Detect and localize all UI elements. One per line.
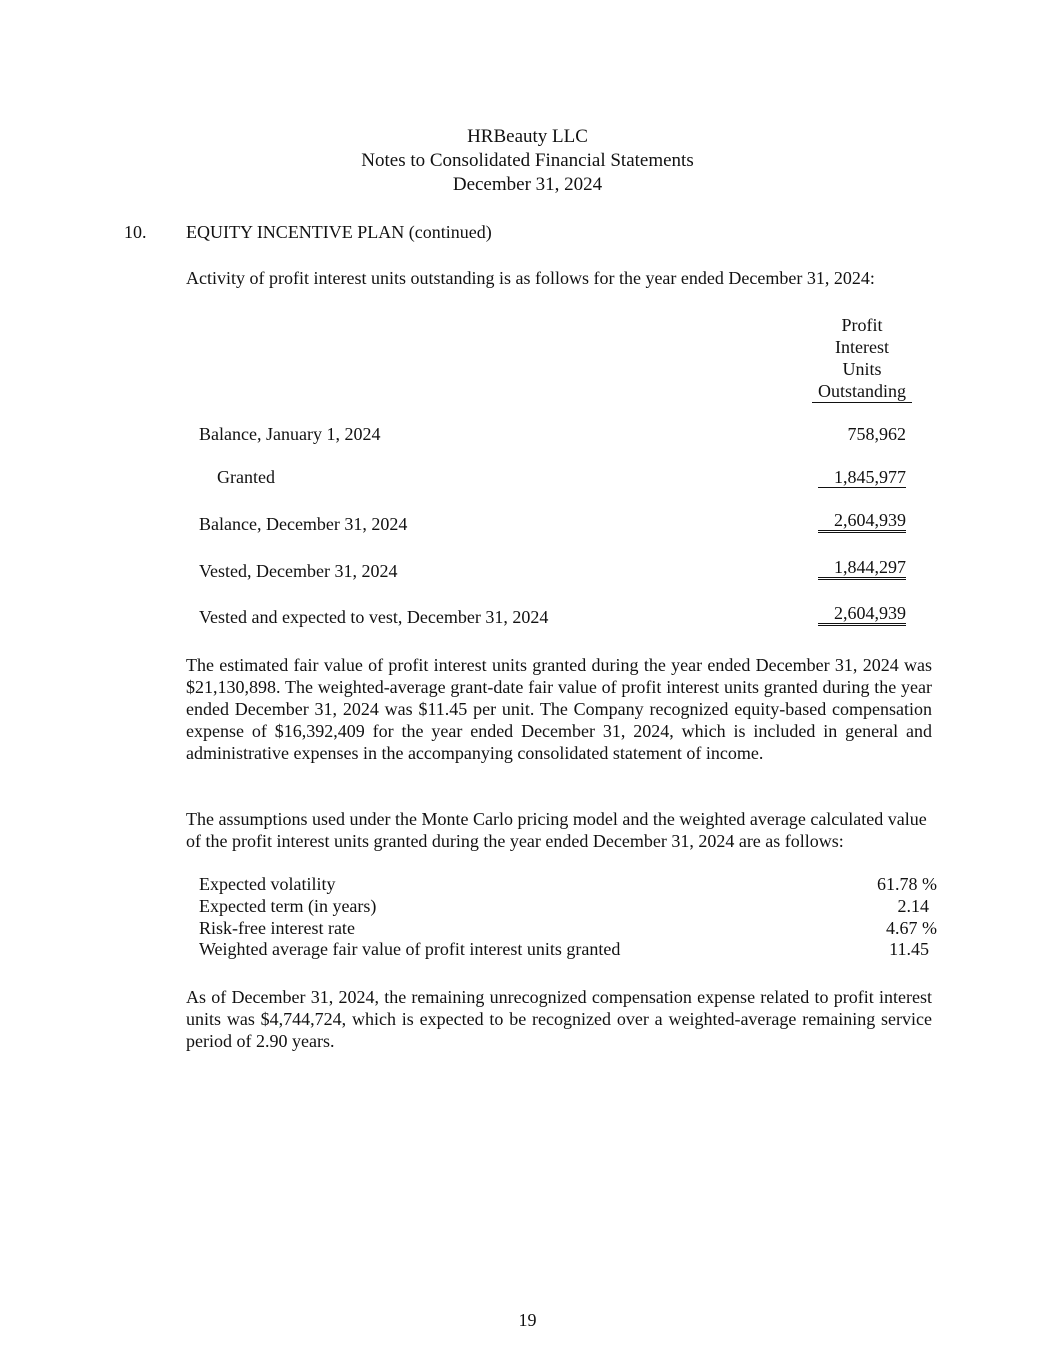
paragraph-unrecognized: As of December 31, 2024, the remaining unrecognized compensation expense related to profit interest units was $4,744,724, which is expected to be recognized over a weighted-average remaining service period of 2.90 years. [186,987,932,1051]
activity-intro: Activity of profit interest units outstanding is as follows for the year ended December 31, 2024: [186,268,875,288]
column-header-line: Units [842,359,882,379]
column-header-line: Interest [835,337,889,357]
paragraph-assumptions: The assumptions used under the Monte Carlo pricing model and the weighted average calculated value of the profit interest units granted during the year ended December 31, 2024 are as follows: [186,809,927,851]
value: 2,604,939 [818,510,906,533]
assumption-label-volatility: Expected volatility [199,874,336,894]
row-value-granted [812,467,906,488]
value: 1,844,297 [818,557,906,580]
page-number: 19 [518,1310,537,1330]
company-name: HRBeauty LLC [467,126,588,147]
row-value-balance-dec [812,510,906,531]
column-header [812,314,912,403]
assumption-label-term: Expected term (in years) [199,896,377,916]
row-label-vested: Vested, December 31, 2024 [199,561,398,581]
assumption-value-fair-value: 11.45 [889,939,929,959]
document-title: Notes to Consolidated Financial Statements [361,150,694,171]
value: 758,962 [847,424,906,444]
row-value-balance-jan [812,424,906,445]
statement-date: December 31, 2024 [452,174,603,195]
assumption-value-term: 2.14 [897,896,929,916]
assumption-value-risk-free: 4.67 % [886,918,937,938]
assumption-value-volatility: 61.78 % [877,874,937,894]
section-number: 10. [124,222,147,242]
value: 1,845,977 [818,467,906,488]
row-value-vested [812,557,906,578]
row-label-balance-dec: Balance, December 31, 2024 [199,514,408,534]
assumption-label-fair-value: Weighted average fair value of profit interest units granted [199,939,621,959]
section-title: EQUITY INCENTIVE PLAN (continued) [186,222,492,242]
row-label-granted: Granted [217,467,275,487]
assumption-label-risk-free: Risk-free interest rate [199,918,355,938]
column-header-line: Profit [841,315,883,335]
row-value-vested-expected [812,603,906,624]
column-header-line: Outstanding [812,380,912,403]
row-label-vested-expected: Vested and expected to vest, December 31, 2024 [199,607,549,627]
paragraph-fair-value: The estimated fair value of profit interest units granted during the year ended December 31, 2024 was $21,130,898. The weighted-average grant-date fair value of profit interest units granted during the year ended December 31, 2024 was $11.45 per unit. The Company recognized equity-based compensation expense of $16,392,409 for the year ended December 31, 2024, which is included in general and administrative expenses in the accompanying consolidated statement of income. [186,655,932,763]
value: 2,604,939 [818,603,906,626]
row-label-balance-jan: Balance, January 1, 2024 [199,424,381,444]
